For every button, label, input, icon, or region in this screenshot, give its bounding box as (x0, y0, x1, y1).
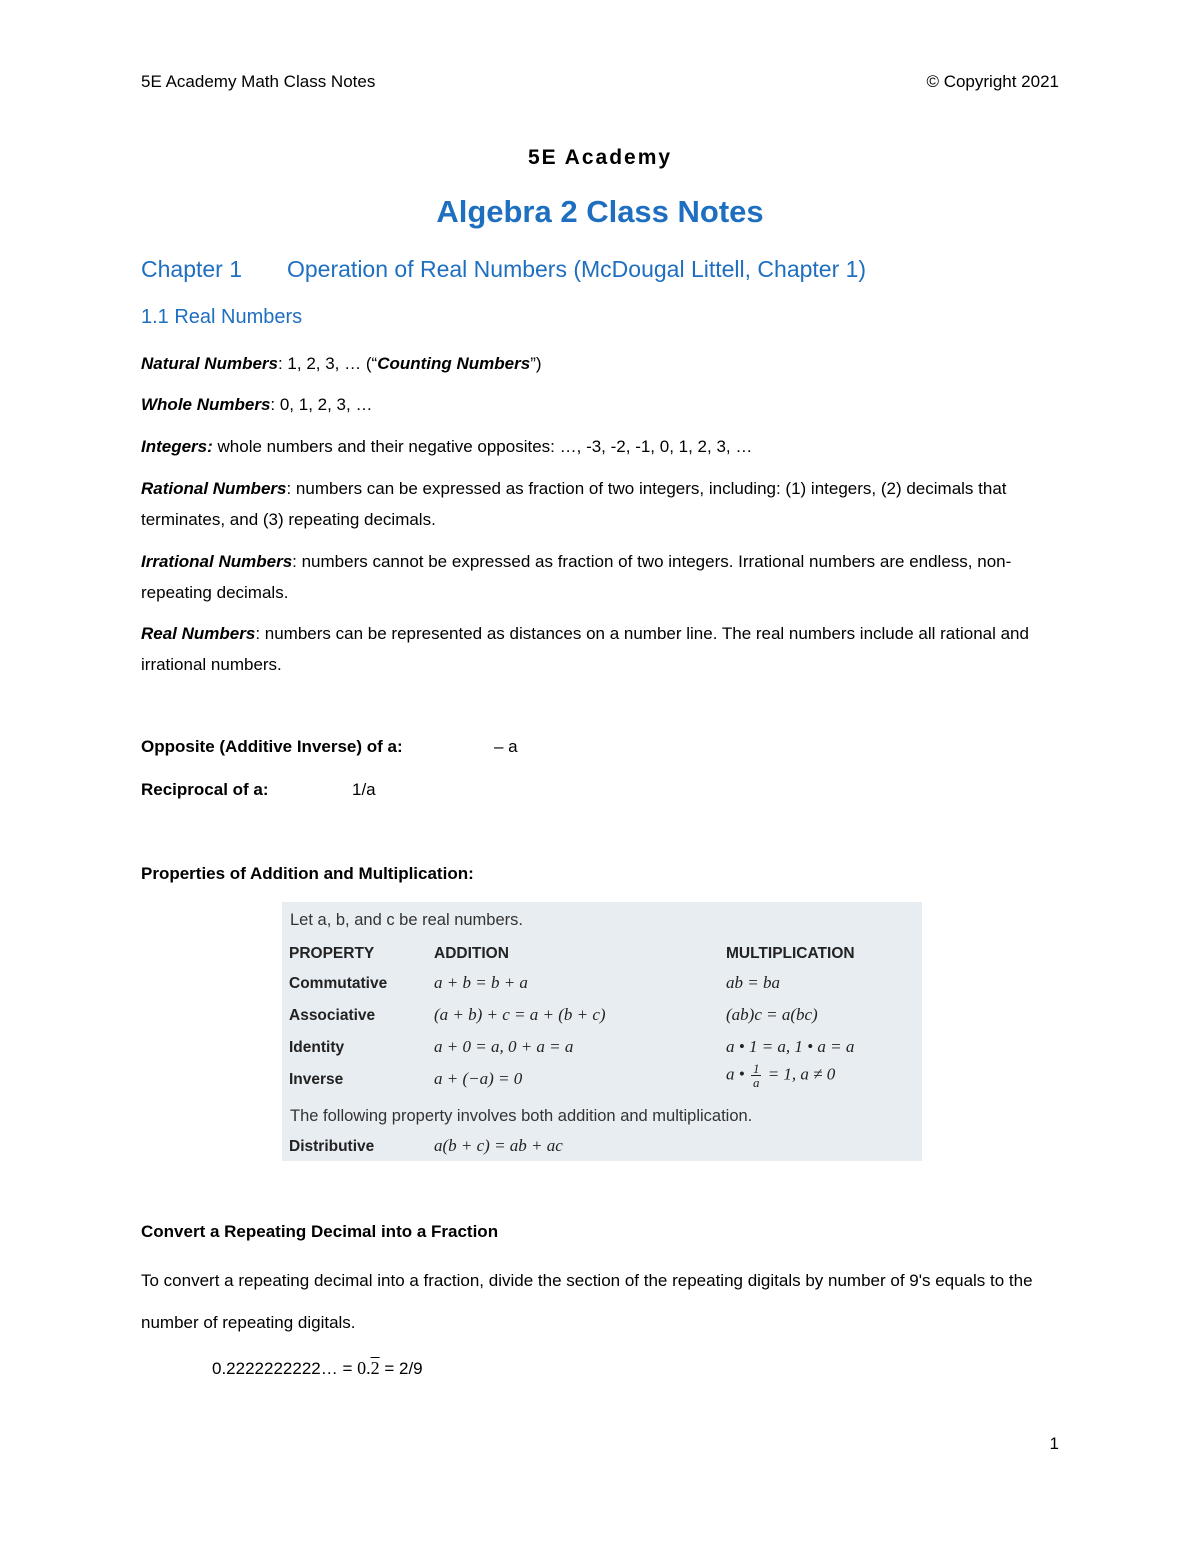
term: Whole Numbers (141, 395, 271, 414)
definition-text: : numbers can be represented as distances on a number line. The real numbers include all rational and irrational numbers. (141, 624, 1029, 674)
opposite-value: – a (494, 737, 518, 756)
inverse-addition: a + (−a) = 0 (434, 1069, 523, 1088)
definition-text: whole numbers and their negative opposites: …, -3, -2, -1, 0, 1, 2, 3, … (212, 437, 753, 456)
header-left: 5E Academy Math Class Notes (141, 72, 376, 91)
term: Irrational Numbers (141, 552, 293, 571)
reciprocal-label: Reciprocal of a: (141, 780, 269, 799)
section-heading: 1.1 Real Numbers (141, 306, 303, 328)
example-result: = 2/9 (379, 1359, 423, 1378)
definition-italic: Counting Numbers (377, 354, 531, 373)
property-identity: Identity (289, 1039, 345, 1056)
identity-multiplication: a • 1 = a, 1 • a = a (726, 1037, 855, 1056)
fraction-numerator: 1 (752, 1061, 760, 1076)
header-right: © Copyright 2021 (926, 72, 1059, 91)
example-notation-base: 0. (357, 1358, 371, 1378)
table-note: The following property involves both addition and multiplication. (290, 1107, 753, 1125)
reciprocal-fraction (751, 1062, 762, 1089)
term: Natural Numbers (141, 354, 278, 373)
associative-addition: (a + b) + c = a + (b + c) (434, 1005, 606, 1024)
inverse-multiplication (726, 1062, 835, 1089)
example-decimal: 0.2222222222… = (212, 1359, 358, 1378)
page-number: 1 (1049, 1434, 1059, 1453)
convert-text: To convert a repeating decimal into a fraction, divide the section of the repeating digitals by number of 9's equals to the number of repeating digitals. (141, 1271, 1033, 1332)
definition-whole (141, 389, 1061, 420)
column-header-addition: ADDITION (434, 945, 509, 962)
chapter-number: Chapter 1 (141, 256, 243, 282)
inverse-mult-post: = 1, a ≠ 0 (767, 1064, 836, 1084)
repeating-decimal-example (212, 1358, 423, 1379)
table-caption: Let a, b, and c be real numbers. (290, 911, 523, 929)
property-associative: Associative (289, 1007, 376, 1024)
properties-table (282, 902, 922, 1161)
property-distributive: Distributive (289, 1138, 375, 1155)
definition-text: : numbers can be expressed as fraction of two integers, including: (1) integers, (2) decimals that terminates, and (3) repeating decimals. (141, 479, 1007, 529)
column-header-property: PROPERTY (289, 945, 375, 962)
property-inverse: Inverse (289, 1071, 344, 1088)
convert-heading: Convert a Repeating Decimal into a Fraction (141, 1222, 499, 1241)
definition-text: : 1, 2, 3, … (“ (277, 354, 378, 373)
identity-addition: a + 0 = a, 0 + a = a (434, 1037, 574, 1056)
associative-multiplication: (ab)c = a(bc) (726, 1005, 818, 1024)
inverse-mult-pre: a • (726, 1064, 745, 1084)
commutative-addition: a + b = b + a (434, 973, 528, 992)
column-header-multiplication: MULTIPLICATION (726, 945, 855, 962)
definition-end: ”) (530, 354, 542, 373)
document-title: Algebra 2 Class Notes (436, 194, 764, 229)
chapter-heading (141, 256, 866, 283)
reciprocal-value: 1/a (352, 780, 376, 799)
properties-heading: Properties of Addition and Multiplication: (141, 864, 474, 883)
commutative-multiplication: ab = ba (726, 973, 780, 992)
chapter-name: Operation of Real Numbers (McDougal Littell, Chapter 1) (287, 256, 867, 282)
definition-natural (141, 348, 1061, 379)
definition-text: : numbers cannot be expressed as fraction of two integers. Irrational numbers are endless, non-repeating decimals. (141, 552, 1012, 602)
definition-rational (141, 473, 1061, 535)
property-commutative: Commutative (289, 975, 388, 992)
definition-text: : 0, 1, 2, 3, … (270, 395, 373, 414)
definition-real (141, 618, 1061, 680)
term: Rational Numbers (141, 479, 287, 498)
term: Real Numbers (141, 624, 256, 643)
fraction-denominator: a (752, 1075, 760, 1090)
example-notation-repeat: 2 (370, 1358, 380, 1378)
distributive-expression: a(b + c) = ab + ac (434, 1136, 563, 1155)
organization-name: 5E Academy (527, 146, 673, 169)
term: Integers: (141, 437, 213, 456)
definition-irrational (141, 546, 1061, 608)
opposite-label: Opposite (Additive Inverse) of a: (141, 737, 403, 756)
definition-integers (141, 431, 1061, 462)
